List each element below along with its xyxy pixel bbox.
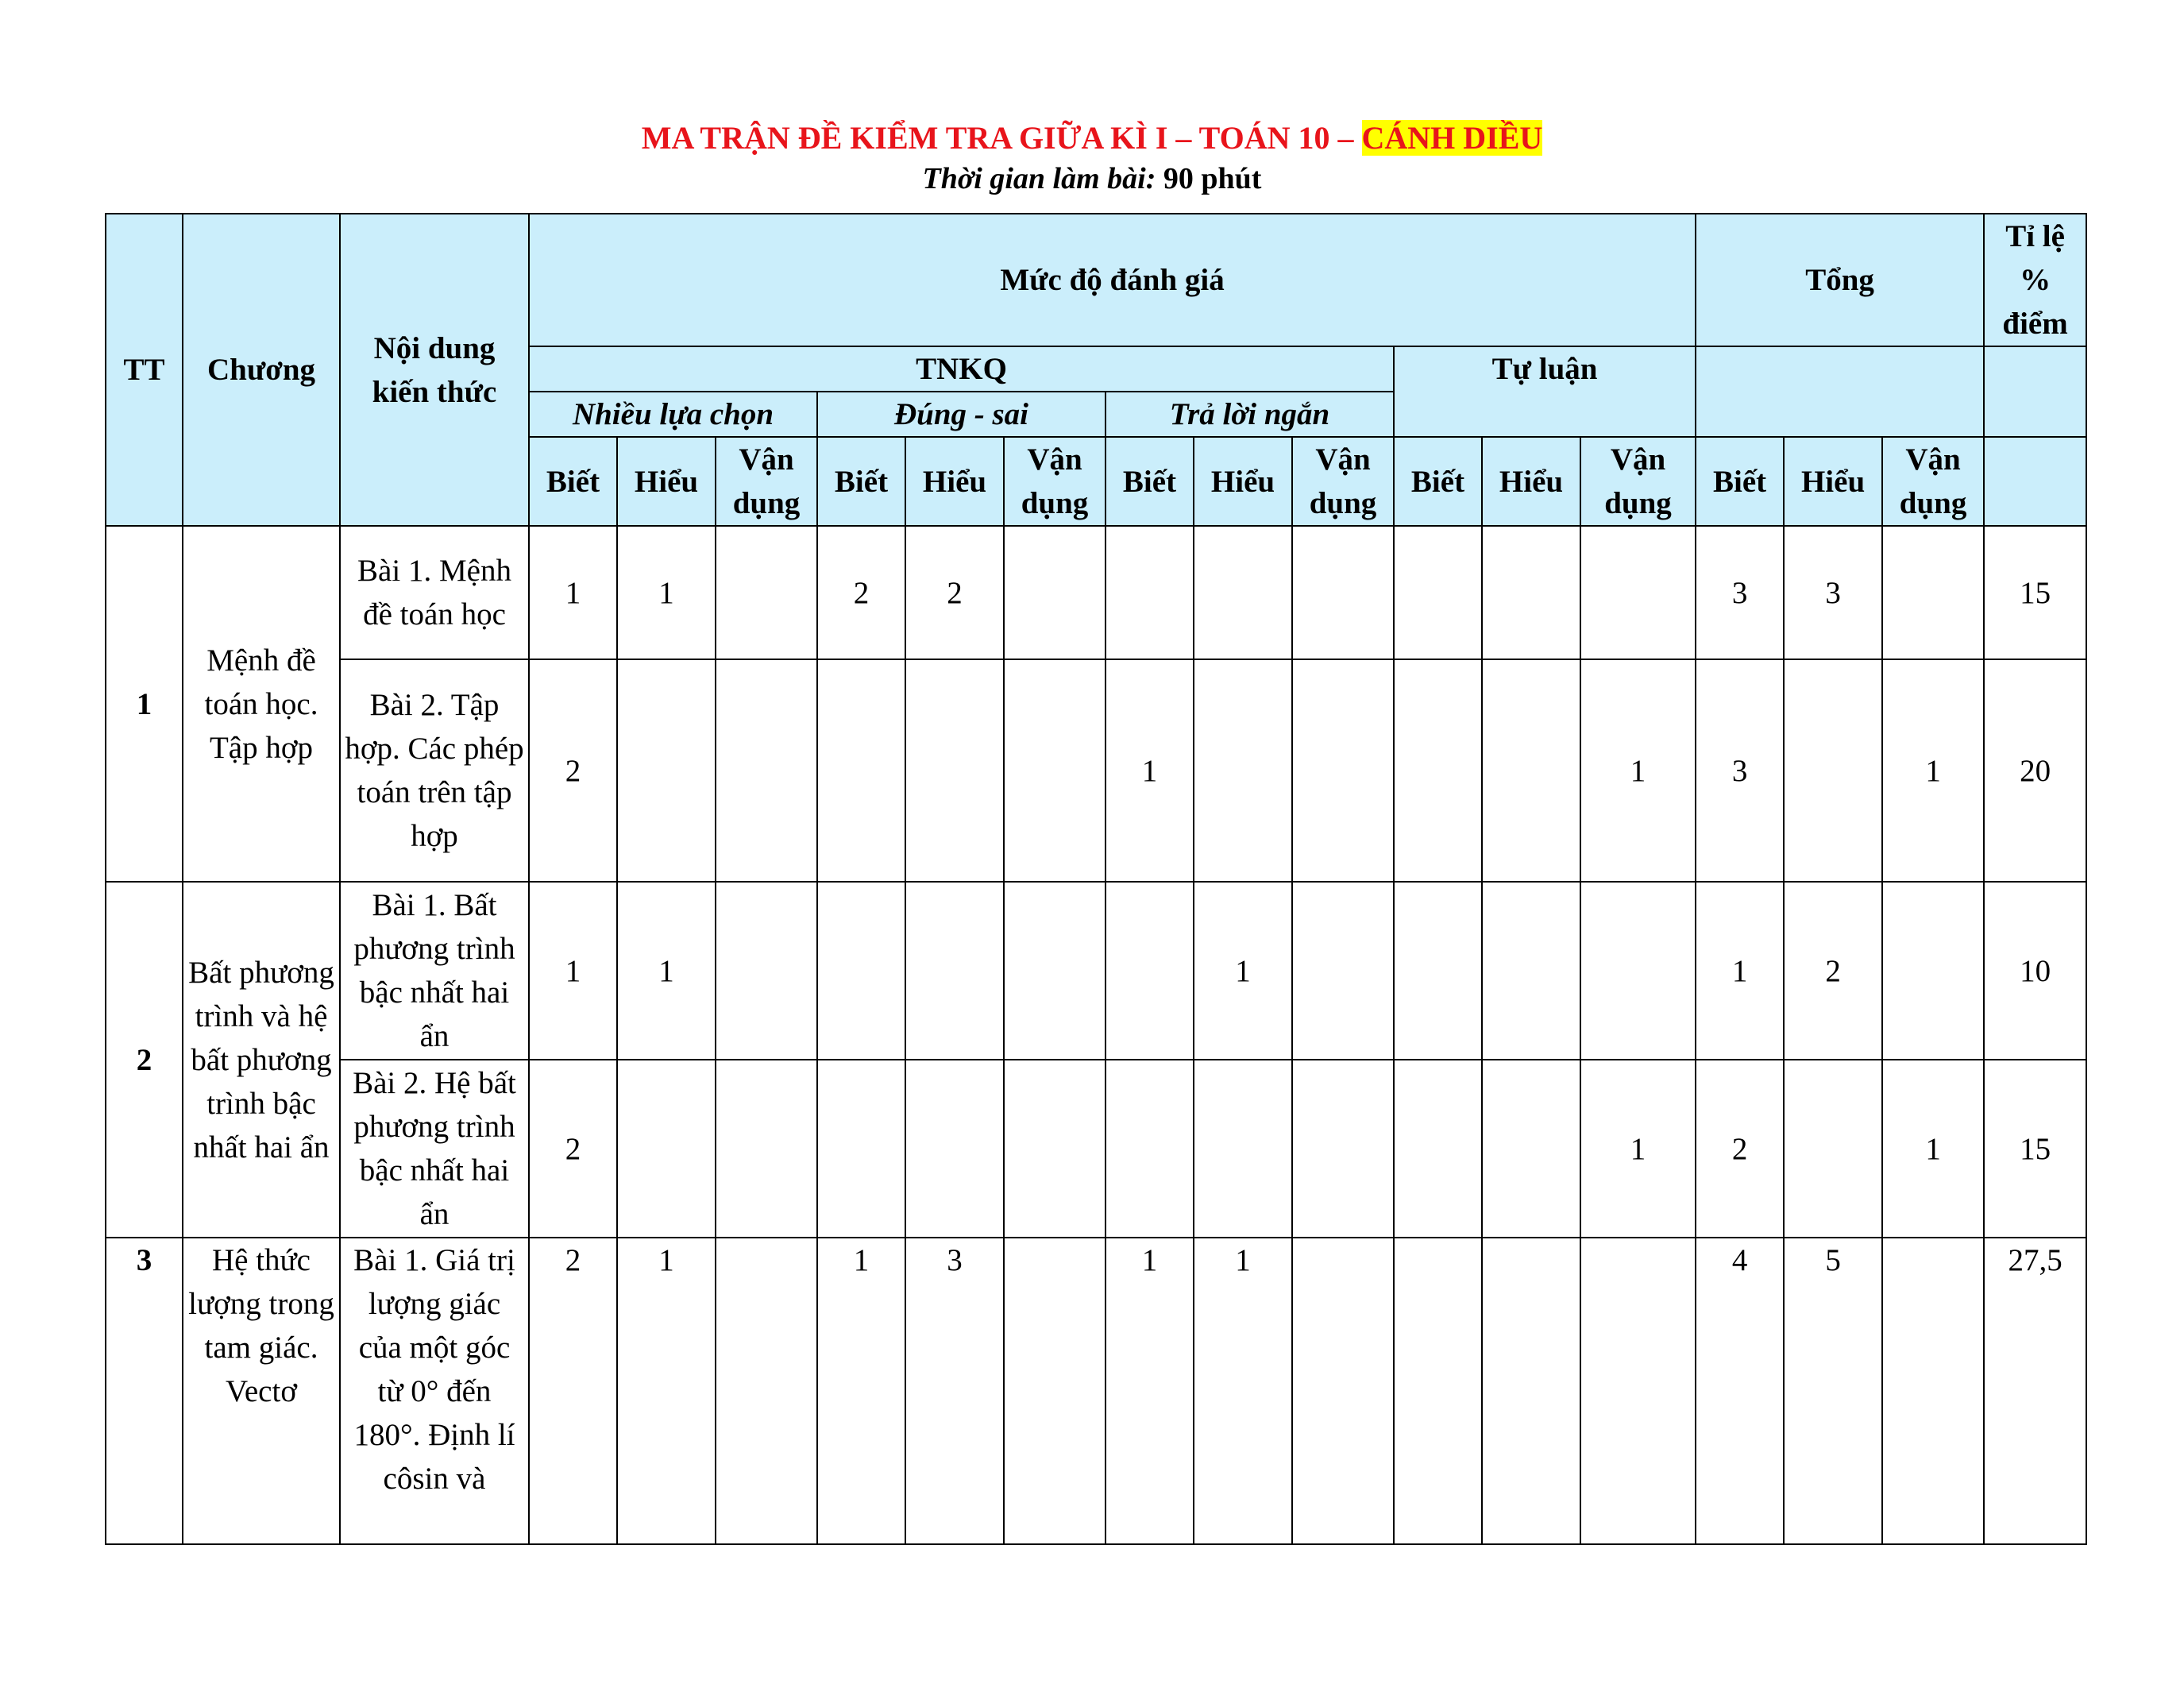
cell-value: 3: [1784, 526, 1882, 659]
cell-value: [1194, 659, 1292, 882]
cell-value: [1394, 526, 1482, 659]
cell-value: 1: [1580, 1060, 1696, 1238]
row-noi-dung: Bài 2. Tập hợp. Các phép toán trên tập hợp: [340, 659, 529, 882]
cell-value: 4: [1696, 1238, 1784, 1544]
cell-value: [1882, 526, 1984, 659]
header-level-biet: Biết: [1106, 437, 1194, 526]
table-row: [106, 659, 2086, 882]
cell-value: 3: [1696, 659, 1784, 882]
header-level-biet: Biết: [1696, 437, 1784, 526]
header-level-blank: [1984, 437, 2086, 526]
cell-value: 2: [529, 1238, 617, 1544]
assessment-matrix-table: [105, 213, 2087, 1545]
header-tt: TT: [106, 214, 183, 526]
cell-value: [1292, 882, 1394, 1060]
cell-value: 2: [1784, 882, 1882, 1060]
cell-value: [1482, 1238, 1580, 1544]
cell-value: [1292, 526, 1394, 659]
cell-value: 2: [817, 526, 905, 659]
cell-value: [1482, 1060, 1580, 1238]
cell-value: [1784, 1060, 1882, 1238]
header-level-van-dung: Vận dụng: [1004, 437, 1106, 526]
header-level-van-dung: Vận dụng: [1292, 437, 1394, 526]
cell-value: [1580, 882, 1696, 1060]
cell-value: [1580, 1238, 1696, 1544]
cell-value: 27,5: [1984, 1238, 2086, 1544]
cell-value: [617, 1060, 716, 1238]
cell-value: [1882, 1238, 1984, 1544]
cell-value: 1: [1882, 1060, 1984, 1238]
cell-value: 15: [1984, 1060, 2086, 1238]
header-level-hieu: Hiểu: [1482, 437, 1580, 526]
header-tu-luan: Tự luận: [1394, 346, 1696, 437]
cell-value: 2: [1696, 1060, 1784, 1238]
table-row: [106, 1238, 2086, 1544]
cell-value: 2: [529, 659, 617, 882]
cell-value: [1394, 1238, 1482, 1544]
cell-value: 1: [529, 526, 617, 659]
header-tnkq: TNKQ: [529, 346, 1394, 392]
cell-value: 1: [1696, 882, 1784, 1060]
table-row: [106, 882, 2086, 1060]
time-label: Thời gian làm bài:: [922, 162, 1156, 195]
row-chuong: Bất phương trình và hệ bất phương trình bậc nhất hai ẩn: [183, 882, 340, 1238]
cell-value: 1: [1106, 659, 1194, 882]
cell-value: 15: [1984, 526, 2086, 659]
cell-value: [716, 659, 817, 882]
cell-value: [1106, 526, 1194, 659]
cell-value: 1: [1882, 659, 1984, 882]
cell-value: [817, 882, 905, 1060]
cell-value: 2: [905, 526, 1004, 659]
cell-value: [1394, 882, 1482, 1060]
row-noi-dung: Bài 1. Giá trị lượng giác của một góc từ 0° đến 180°. Định lí côsin và: [340, 1238, 529, 1544]
cell-value: 1: [1106, 1238, 1194, 1544]
cell-value: [1482, 526, 1580, 659]
cell-value: [1292, 1238, 1394, 1544]
cell-value: [1482, 882, 1580, 1060]
cell-value: 3: [1696, 526, 1784, 659]
cell-value: [817, 1060, 905, 1238]
cell-value: [1004, 1060, 1106, 1238]
cell-value: [1394, 1060, 1482, 1238]
row-chuong: Mệnh đề toán học. Tập hợp: [183, 526, 340, 882]
cell-value: [1004, 882, 1106, 1060]
cell-value: [1292, 1060, 1394, 1238]
header-dung-sai: Đúng - sai: [817, 392, 1106, 437]
cell-value: 3: [905, 1238, 1004, 1544]
cell-value: [1784, 659, 1882, 882]
cell-value: [1882, 882, 1984, 1060]
cell-value: 1: [617, 1238, 716, 1544]
cell-value: [617, 659, 716, 882]
header-level-van-dung: Vận dụng: [1882, 437, 1984, 526]
cell-value: [1194, 1060, 1292, 1238]
cell-value: 1: [617, 526, 716, 659]
cell-value: 1: [1580, 659, 1696, 882]
cell-value: [716, 882, 817, 1060]
header-nhieu-lua-chon: Nhiều lựa chọn: [529, 392, 817, 437]
title-block: [0, 118, 2184, 199]
cell-value: 1: [817, 1238, 905, 1544]
cell-value: [1004, 659, 1106, 882]
cell-value: 5: [1784, 1238, 1882, 1544]
cell-value: 2: [529, 1060, 617, 1238]
header-level-hieu: Hiểu: [617, 437, 716, 526]
header-chuong: Chương: [183, 214, 340, 526]
header-ti-le-blank: [1984, 346, 2086, 437]
cell-value: [716, 526, 817, 659]
cell-value: 1: [1194, 1238, 1292, 1544]
cell-value: [716, 1060, 817, 1238]
row-noi-dung: Bài 1. Bất phương trình bậc nhất hai ẩn: [340, 882, 529, 1060]
title-main: MA TRẬN ĐỀ KIỂM TRA GIỮA KÌ I – TOÁN 10 –: [641, 120, 1362, 156]
cell-value: 10: [1984, 882, 2086, 1060]
row-noi-dung: Bài 2. Hệ bất phương trình bậc nhất hai ẩn: [340, 1060, 529, 1238]
cell-value: [1106, 882, 1194, 1060]
row-tt: 2: [106, 882, 183, 1238]
header-tong: Tổng: [1696, 214, 1984, 346]
cell-value: [1194, 526, 1292, 659]
cell-value: 20: [1984, 659, 2086, 882]
header-noi-dung: Nội dung kiến thức: [340, 214, 529, 526]
cell-value: [1106, 1060, 1194, 1238]
row-tt: 3: [106, 1238, 183, 1544]
header-level-biet: Biết: [817, 437, 905, 526]
header-tra-loi-ngan: Trả lời ngắn: [1106, 392, 1394, 437]
header-level-hieu: Hiểu: [905, 437, 1004, 526]
header-level-biet: Biết: [529, 437, 617, 526]
cell-value: 1: [617, 882, 716, 1060]
title-highlight: CÁNH DIỀU: [1361, 120, 1543, 156]
header-ti-le: Tỉ lệ % điểm: [1984, 214, 2086, 346]
cell-value: [716, 1238, 817, 1544]
cell-value: [905, 659, 1004, 882]
matrix-body: [106, 526, 2086, 1544]
header-muc-do: Mức độ đánh giá: [529, 214, 1696, 346]
table-row: [106, 526, 2086, 659]
cell-value: [905, 1060, 1004, 1238]
header-level-biet: Biết: [1394, 437, 1482, 526]
cell-value: [905, 882, 1004, 1060]
cell-value: [817, 659, 905, 882]
table-row: [106, 1060, 2086, 1238]
row-noi-dung: Bài 1. Mệnh đề toán học: [340, 526, 529, 659]
header-level-van-dung: Vận dụng: [1580, 437, 1696, 526]
cell-value: 1: [1194, 882, 1292, 1060]
document-title: [0, 118, 2184, 159]
cell-value: 1: [529, 882, 617, 1060]
cell-value: [1482, 659, 1580, 882]
header-level-van-dung: Vận dụng: [716, 437, 817, 526]
cell-value: [1394, 659, 1482, 882]
header-level-hieu: Hiểu: [1194, 437, 1292, 526]
time-line: [0, 159, 2184, 199]
row-tt: 1: [106, 526, 183, 882]
header-level-hieu: Hiểu: [1784, 437, 1882, 526]
time-value: 90 phút: [1156, 162, 1262, 195]
cell-value: [1580, 526, 1696, 659]
header-tong-blank: [1696, 346, 1984, 437]
cell-value: [1004, 1238, 1106, 1544]
cell-value: [1004, 526, 1106, 659]
row-chuong: Hệ thức lượng trong tam giác. Vectơ: [183, 1238, 340, 1544]
cell-value: [1292, 659, 1394, 882]
